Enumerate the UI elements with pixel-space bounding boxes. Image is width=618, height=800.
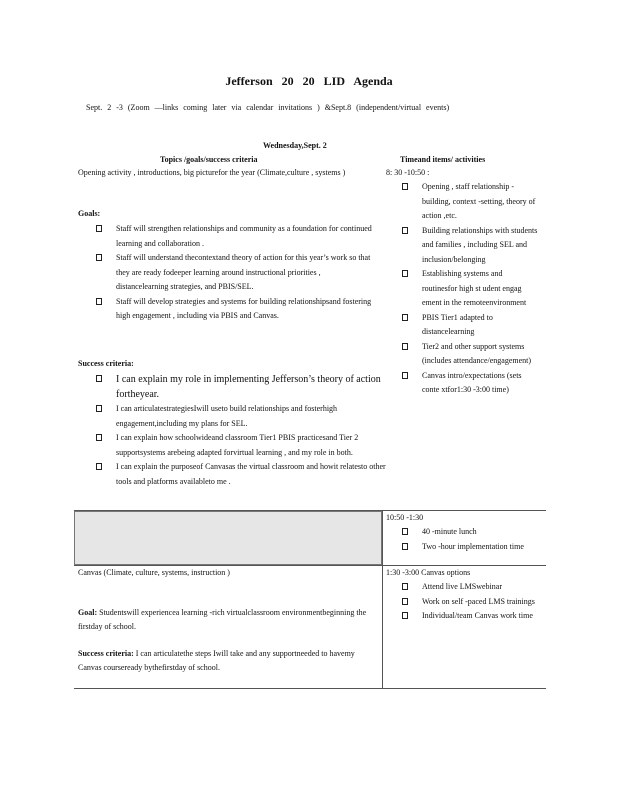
goal-item: Staff will strengthen relationships and community as a foundation for continued learning and collaboration . (96, 222, 372, 251)
day-title: Wednesday,Sept. 2 (263, 141, 327, 150)
activity-item: Two -hour implementation time (402, 540, 538, 555)
checkbox-icon (402, 598, 408, 605)
session2-time: 1:30 -3:00 Canvas options (386, 568, 471, 577)
activity-item: Establishing systems and routinesfor high st udent engag ement in the remoteenvironment (402, 267, 538, 311)
activity-item: Work on self -paced LMS trainings (402, 595, 538, 610)
activity-item: Building relationships with students and families , including SEL and inclusion/belonging (402, 224, 538, 268)
session1-criteria-label: Success criteria: (78, 359, 134, 368)
checkbox-icon (402, 372, 408, 379)
checkbox-icon (96, 254, 102, 261)
criteria-item: I can explain how schoolwideand classroom Tier1 PBIS practicesand Tier 2 supportsystems arebeing adapted forvirtual learning , and my role in both. (96, 431, 386, 460)
schedule-subtitle: Sept. 2 -3 (Zoom —links coming later via calendar invitations ) &Sept.8 (independent/virtual events) (86, 103, 450, 112)
session2-criteria: Success criteria: I can articulatethe steps Iwill take and any supportneeded to havemy Canvas courseready bythefirstday of school. (78, 649, 355, 672)
checkbox-icon (96, 434, 102, 441)
goal-item: Staff will understand thecontextand theory of action for this year’s work so that they are ready fodeeper learning around instructional priorities , distancelearning strategies, and PBIS/SEL. (96, 251, 372, 295)
goal-item: Staff will develop strategies and systems for building relationshipsand fostering high engagement , including via PBIS and Canvas. (96, 295, 372, 324)
activity-item: Individual/team Canvas work time (402, 609, 538, 624)
criteria-item: I can explain my role in implementing Jefferson’s theory of action fortheyear. (96, 372, 386, 402)
checkbox-icon (96, 375, 102, 382)
checkbox-icon (402, 583, 408, 590)
checkbox-icon (402, 270, 408, 277)
checkbox-icon (96, 298, 102, 305)
activity-item: Attend live LMSwebinar (402, 580, 538, 595)
page-title: Jefferson 20 20 LID Agenda (225, 74, 393, 88)
session1-goals-label: Goals: (78, 209, 101, 218)
activity-item: Canvas intro/expectations (sets conte xtfor1:30 -3:00 time) (402, 369, 538, 398)
checkbox-icon (96, 225, 102, 232)
lunch-time: 10:50 -1:30 (386, 513, 424, 522)
session2-goal: Goal: Studentswill experiencea learning -rich virtualclassroom environmentbeginning the firstday of school. (78, 608, 367, 631)
activity-item: Tier2 and other support systems (includes attendance/engagement) (402, 340, 538, 369)
lunch-activities-list (402, 525, 538, 554)
left-column-header: Topics /goals/success criteria (160, 155, 258, 164)
lunch-empty-cell (74, 511, 382, 565)
checkbox-icon (402, 528, 408, 535)
checkbox-icon (402, 543, 408, 550)
checkbox-icon (402, 314, 408, 321)
criteria-item: I can explain the purposeof Canvasas the virtual classroom and howit relatesto other tools and platforms availableto me . (96, 460, 386, 489)
checkbox-icon (96, 405, 102, 412)
session1-goals-list (96, 222, 372, 324)
criteria-item: I can articulatestrategiesIwill useto build relationships and fosterhigh engagement,including my plans for SEL. (96, 402, 386, 431)
session1-topic: Opening activity , introductions, big picturefor the year (Climate,culture , systems ) (78, 168, 346, 177)
table-rule (74, 688, 546, 689)
checkbox-icon (96, 463, 102, 470)
session2-topic: Canvas (Climate, culture, systems, instruction ) (78, 568, 230, 577)
activity-item: 40 -minute lunch (402, 525, 538, 540)
column-divider (382, 511, 383, 689)
checkbox-icon (402, 343, 408, 350)
session2-goal-label: Goal: (78, 608, 98, 617)
checkbox-icon (402, 227, 408, 234)
session1-time: 8: 30 -10:50 : (386, 168, 430, 177)
session2-activities-list (402, 580, 538, 624)
session1-criteria-list (96, 372, 386, 489)
checkbox-icon (402, 612, 408, 619)
session2-criteria-label: Success criteria: (78, 649, 134, 658)
activity-item: PBIS Tier1 adapted to distancelearning (402, 311, 538, 340)
activity-item: Opening , staff relationship -building, context -setting, theory of action ,etc. (402, 180, 538, 224)
session1-activities-list (402, 180, 538, 398)
right-column-header: Timeand items/ activities (400, 155, 486, 164)
checkbox-icon (402, 183, 408, 190)
